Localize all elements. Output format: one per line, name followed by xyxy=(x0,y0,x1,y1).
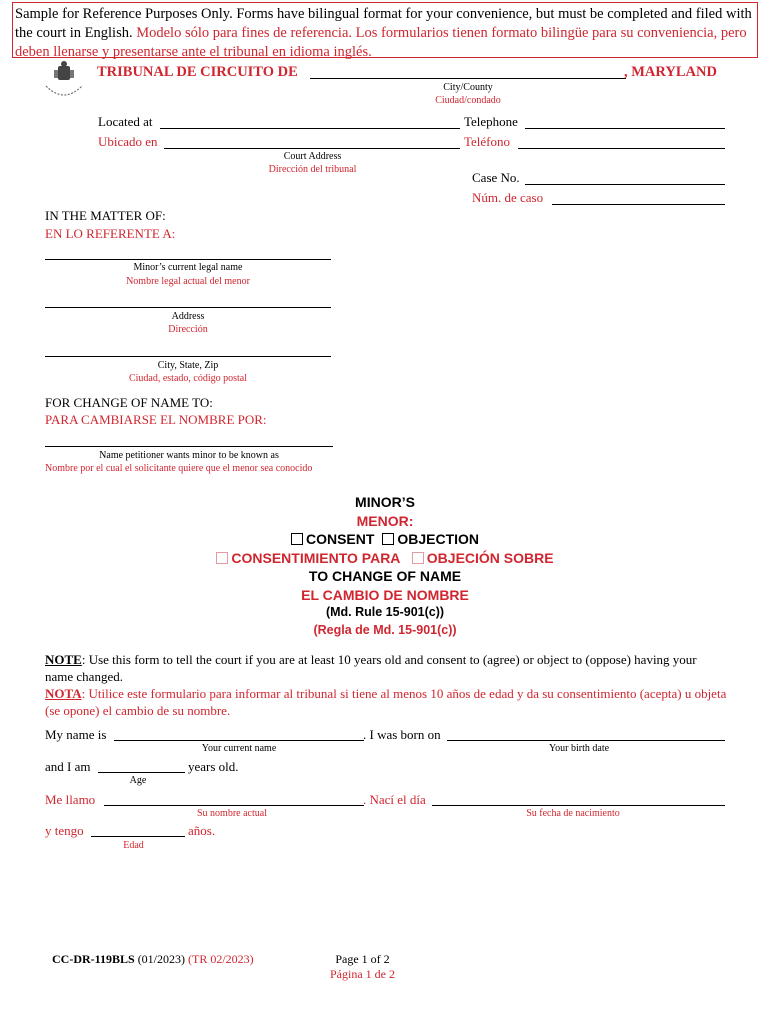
telephone-label: Telephone xyxy=(464,114,518,129)
court-address-label-es: Dirección del tribunal xyxy=(268,164,357,175)
note-text-es: : Utilice este formulario para informar al tribunal si tiene al menos 10 años de edad y da su consentimiento (acepta) u objeta (se opone) el cambio de su nombre. xyxy=(45,686,727,718)
telephone-label-es: Teléfono xyxy=(464,134,511,149)
consent-checkbox[interactable] xyxy=(291,533,303,545)
objection-checkbox[interactable] xyxy=(382,533,394,545)
court-address-field[interactable] xyxy=(160,128,460,129)
form-id: CC-DR-119BLS xyxy=(52,952,135,966)
maryland-label: , MARYLAND xyxy=(624,64,717,80)
county-field[interactable] xyxy=(310,78,626,79)
change-name-label-es: PARA CAMBIARSE EL NOMBRE POR: xyxy=(45,412,267,427)
age-label: Age xyxy=(129,775,147,786)
city-county-label: City/County xyxy=(443,82,493,93)
new-name-label: Name petitioner wants minor to be known as xyxy=(99,450,279,461)
birth-date-field[interactable] xyxy=(447,740,725,741)
judiciary-seal-icon xyxy=(40,56,88,100)
located-label-es: Ubicado en xyxy=(98,134,158,149)
naci-label: . Nací el día xyxy=(363,792,426,807)
objection-label-es: OBJECIÓN SOBRE xyxy=(426,550,554,566)
edad-label: Edad xyxy=(123,840,144,851)
edad-field xyxy=(91,836,185,837)
new-name-label-es: Nombre por el cual el solicitante quiere que el menor sea conocido xyxy=(45,463,313,474)
consent-label: CONSENT xyxy=(305,531,375,547)
court-address-field-es xyxy=(164,148,460,149)
page-number-es: Página 1 de 2 xyxy=(330,967,395,981)
y-tengo-label: y tengo xyxy=(45,823,84,838)
minor-name-label: Minor’s current legal name xyxy=(133,262,243,273)
minor-name-label-es: Nombre legal actual del menor xyxy=(126,276,250,287)
heading-minors: MINOR’S xyxy=(355,494,415,510)
telephone-field[interactable] xyxy=(525,128,725,129)
objection-checkbox-es xyxy=(412,552,424,564)
consent-objection-row-es xyxy=(0,550,770,566)
born-on-label: . I was born on xyxy=(363,727,441,742)
consent-label-es: CONSENTIMIENTO PARA xyxy=(231,550,400,566)
nombre-field xyxy=(104,805,364,806)
fecha-field xyxy=(432,805,725,806)
address-label: Address xyxy=(171,311,205,322)
case-no-field[interactable] xyxy=(525,184,725,185)
note-es xyxy=(45,685,735,719)
located-label: Located at xyxy=(98,114,153,129)
page-number: Page 1 of 2 xyxy=(335,952,390,966)
form-id-footer xyxy=(52,952,254,967)
address-label-es: Dirección xyxy=(168,324,208,335)
heading-change-name-es: EL CAMBIO DE NOMBRE xyxy=(301,587,469,603)
city-state-zip-label-es: Ciudad, estado, código postal xyxy=(128,373,248,384)
new-name-field[interactable] xyxy=(45,446,333,447)
note-label-es: NOTA xyxy=(45,686,82,701)
and-i-am-label: and I am xyxy=(45,759,91,774)
years-old-label: years old. xyxy=(188,759,239,774)
court-address-label: Court Address xyxy=(283,151,342,162)
form-revision-es: (TR 02/2023) xyxy=(188,952,254,966)
heading-rule: (Md. Rule 15-901(c)) xyxy=(325,605,445,619)
heading-rule-es: (Regla de Md. 15-901(c)) xyxy=(313,623,457,637)
objection-label: OBJECTION xyxy=(397,531,480,547)
your-name-field[interactable] xyxy=(114,740,364,741)
city-state-zip-label: City, State, Zip xyxy=(157,360,219,371)
nombre-actual-label: Su nombre actual xyxy=(197,808,267,819)
birth-date-label: Your birth date xyxy=(548,743,610,754)
consent-objection-row xyxy=(0,531,770,547)
note-text: : Use this form to tell the court if you are at least 10 years old and consent to (agree) or object to (oppose) having your name changed. xyxy=(45,652,697,684)
case-no-field-es xyxy=(552,204,725,205)
fecha-label: Su fecha de nacimiento xyxy=(526,808,620,819)
matter-label: IN THE MATTER OF: xyxy=(45,208,166,223)
note-label: NOTE xyxy=(45,652,82,667)
current-name-label: Your current name xyxy=(201,743,277,754)
minor-name-field[interactable] xyxy=(45,259,331,260)
case-no-label: Case No. xyxy=(472,170,520,185)
anos-label: años. xyxy=(188,823,216,838)
change-name-label: FOR CHANGE OF NAME TO: xyxy=(45,395,213,410)
telephone-field-es xyxy=(518,148,725,149)
reference-banner xyxy=(12,2,758,58)
form-revision: (01/2023) xyxy=(137,952,186,966)
city-state-zip-field[interactable] xyxy=(45,356,331,357)
heading-change-name: TO CHANGE OF NAME xyxy=(308,568,462,584)
age-field[interactable] xyxy=(98,772,185,773)
matter-label-es: EN LO REFERENTE A: xyxy=(45,226,176,241)
city-county-label-es: Ciudad/condado xyxy=(435,95,501,106)
court-title: TRIBUNAL DE CIRCUITO DE xyxy=(97,64,298,80)
me-llamo-label: Me llamo xyxy=(45,792,96,807)
banner-english: Sample for Reference Purposes Only. Forms have bilingual format for your convenience, but must be completed and filed with the court in English. xyxy=(15,6,752,41)
note-en xyxy=(45,651,725,685)
banner-spanish: Modelo sólo para fines de referencia. Los formularios tienen formato bilingüe para su conveniencia, pero deben llenarse y presentarse ante el tribunal en idioma inglés. xyxy=(15,25,747,60)
consent-checkbox-es xyxy=(216,552,228,564)
minor-address-field[interactable] xyxy=(45,307,331,308)
case-no-label-es: Núm. de caso xyxy=(472,190,544,205)
my-name-label: My name is xyxy=(45,727,107,742)
heading-menor: MENOR: xyxy=(356,513,414,529)
